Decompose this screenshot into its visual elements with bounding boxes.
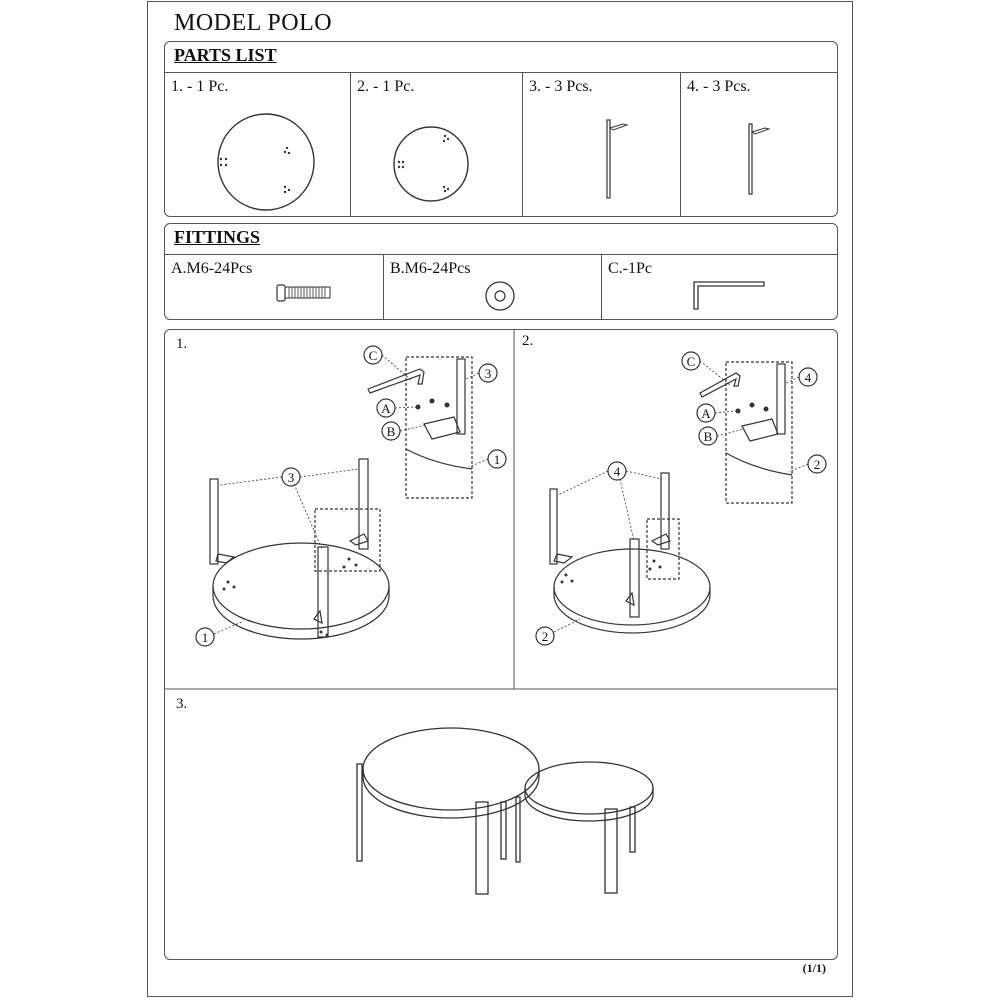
- step-1-assembly-drawing: [164, 329, 514, 689]
- washer-icon: [384, 254, 602, 320]
- part-cell-4: [680, 72, 839, 216]
- fitting-label-a: A.M6-24Pcs: [171, 260, 253, 277]
- parts-list-header: [165, 42, 837, 73]
- parts-list-heading: PARTS LIST: [174, 45, 277, 65]
- step-1-label: 1.: [176, 336, 188, 352]
- part-cell-1: [165, 72, 350, 216]
- step-2-callout-top: 2: [541, 629, 549, 644]
- fitting-cell-b: [383, 254, 601, 319]
- allen-key-icon: [602, 254, 840, 320]
- fitting-label-b: B.M6-24Pcs: [390, 260, 471, 277]
- large-round-top-drawing: [165, 72, 350, 217]
- large-leg-drawing: [523, 72, 681, 217]
- fittings-panel: [164, 223, 838, 320]
- step-3-nested-tables-drawing: [164, 689, 838, 959]
- fitting-label-c: C.-1Pc: [608, 260, 652, 277]
- part-label-2: 2. - 1 Pc.: [357, 78, 415, 95]
- part-label-3: 3. - 3 Pcs.: [529, 78, 593, 95]
- step-1-callout-b: B: [386, 424, 396, 439]
- part-cell-2: [350, 72, 522, 216]
- bolt-icon: [165, 254, 383, 320]
- step-2-label: 2.: [522, 333, 534, 349]
- fittings-heading: FITTINGS: [174, 227, 261, 247]
- step-2-assembly-drawing: [514, 329, 838, 689]
- step-1-callout-part-1: 1: [493, 452, 501, 467]
- fittings-header: [165, 224, 837, 255]
- page-number: (1/1): [802, 961, 826, 975]
- step-1-callout-c: C: [368, 348, 378, 363]
- part-cell-3: [522, 72, 680, 216]
- step-2-callout-c: C: [686, 354, 696, 369]
- step-1-callout-part-3: 3: [484, 366, 492, 381]
- small-round-top-drawing: [351, 72, 523, 217]
- part-label-1: 1. - 1 Pc.: [171, 78, 229, 95]
- step-2-callout-legs: 4: [613, 464, 621, 479]
- step-3-label: 3.: [176, 696, 188, 712]
- page-title: MODEL POLO: [174, 10, 333, 36]
- step-2-callout-part-2: 2: [813, 457, 821, 472]
- fitting-cell-c: [601, 254, 839, 319]
- step-2-callout-part-4: 4: [804, 370, 812, 385]
- step-2-callout-b: B: [703, 429, 713, 444]
- part-label-4: 4. - 3 Pcs.: [687, 78, 751, 95]
- step-1-callout-a: A: [381, 401, 391, 416]
- small-leg-drawing: [681, 72, 840, 217]
- step-2-callout-a: A: [701, 406, 711, 421]
- parts-list-panel: [164, 41, 838, 217]
- step-1-callout-legs: 3: [287, 470, 295, 485]
- fitting-cell-a: [165, 254, 383, 319]
- step-1-callout-top: 1: [201, 630, 209, 645]
